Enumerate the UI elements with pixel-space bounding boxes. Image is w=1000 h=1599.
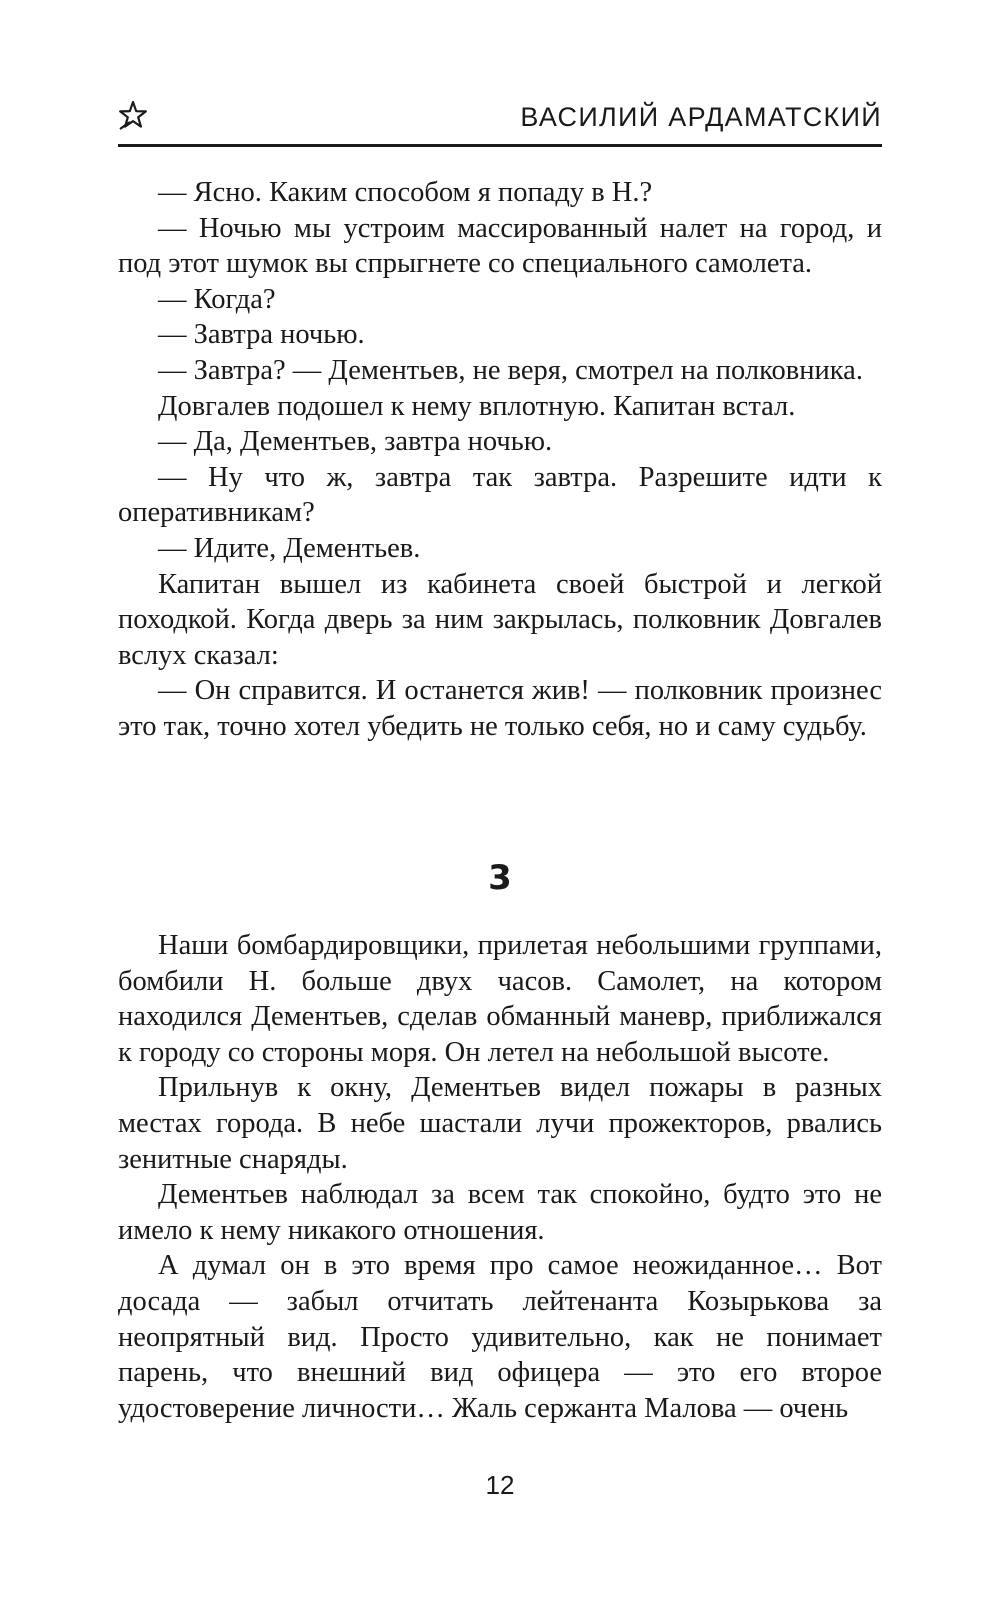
paragraph: Дементьев наблюдал за всем так спокойно, будто это не имело к нему никакого отношения. xyxy=(118,1179,882,1246)
paragraph: — Когда? xyxy=(158,283,276,315)
paragraph: А думал он в это время про самое неожиданное… Вот досада — забыл отчитать лейтенанта Козырькова за неопрятный вид. Просто удивительно, как не понимает парень, что внешний вид офицера — это его второе удостоверение личности… Жаль сержанта Малова — очень xyxy=(118,1250,882,1424)
chapter-number: 3 xyxy=(488,858,512,898)
paragraph: Прильнув к окну, Дементьев видел пожары в разных местах города. В небе шастали лучи прожекторов, рвались зенитные снаряды. xyxy=(118,1072,882,1175)
paragraph: — Да, Дементьев, завтра ночью. xyxy=(158,426,553,458)
paragraph: Капитан вышел из кабинета своей быстрой и легкой походкой. Когда дверь за ним закрылась, полковник Довгалев вслух сказал: xyxy=(118,568,882,671)
star-icon xyxy=(118,98,148,132)
text-block-before-chapter xyxy=(118,175,882,745)
paragraph: — Ну что ж, завтра так завтра. Разрешите идти к оперативникам? xyxy=(118,461,882,529)
paragraph: — Завтра ночью. xyxy=(158,319,365,351)
running-header xyxy=(118,98,882,147)
text-block-after-chapter xyxy=(118,928,882,1426)
paragraph: — Ночью мы устроим массированный налет на город, и под этот шумок вы спрыгнете со специального самолета. xyxy=(118,212,882,280)
page-number: 12 xyxy=(485,1470,515,1500)
paragraph: Довгалев подошел к нему вплотную. Капитан встал. xyxy=(158,390,796,422)
paragraph: Наши бомбардировщики, прилетая небольшими группами, бомбили Н. больше двух часов. Самолет, на котором находился Дементьев, сделав обманный маневр, приближался к городу со стороны моря. Он летел на небольшой высоте. xyxy=(118,930,882,1068)
author-name: ВАСИЛИЙ АРДАМАТСКИЙ xyxy=(520,102,882,132)
paragraph: — Завтра? — Дементьев, не веря, смотрел на полковника. xyxy=(158,354,863,386)
paragraph: — Он справится. И останется жив! — полковник произнес это так, точно хотел убедить не только себя, но и саму судьбу. xyxy=(118,675,882,742)
paragraph: — Ясно. Каким способом я попаду в Н.? xyxy=(158,177,653,208)
paragraph: — Идите, Дементьев. xyxy=(158,532,421,564)
